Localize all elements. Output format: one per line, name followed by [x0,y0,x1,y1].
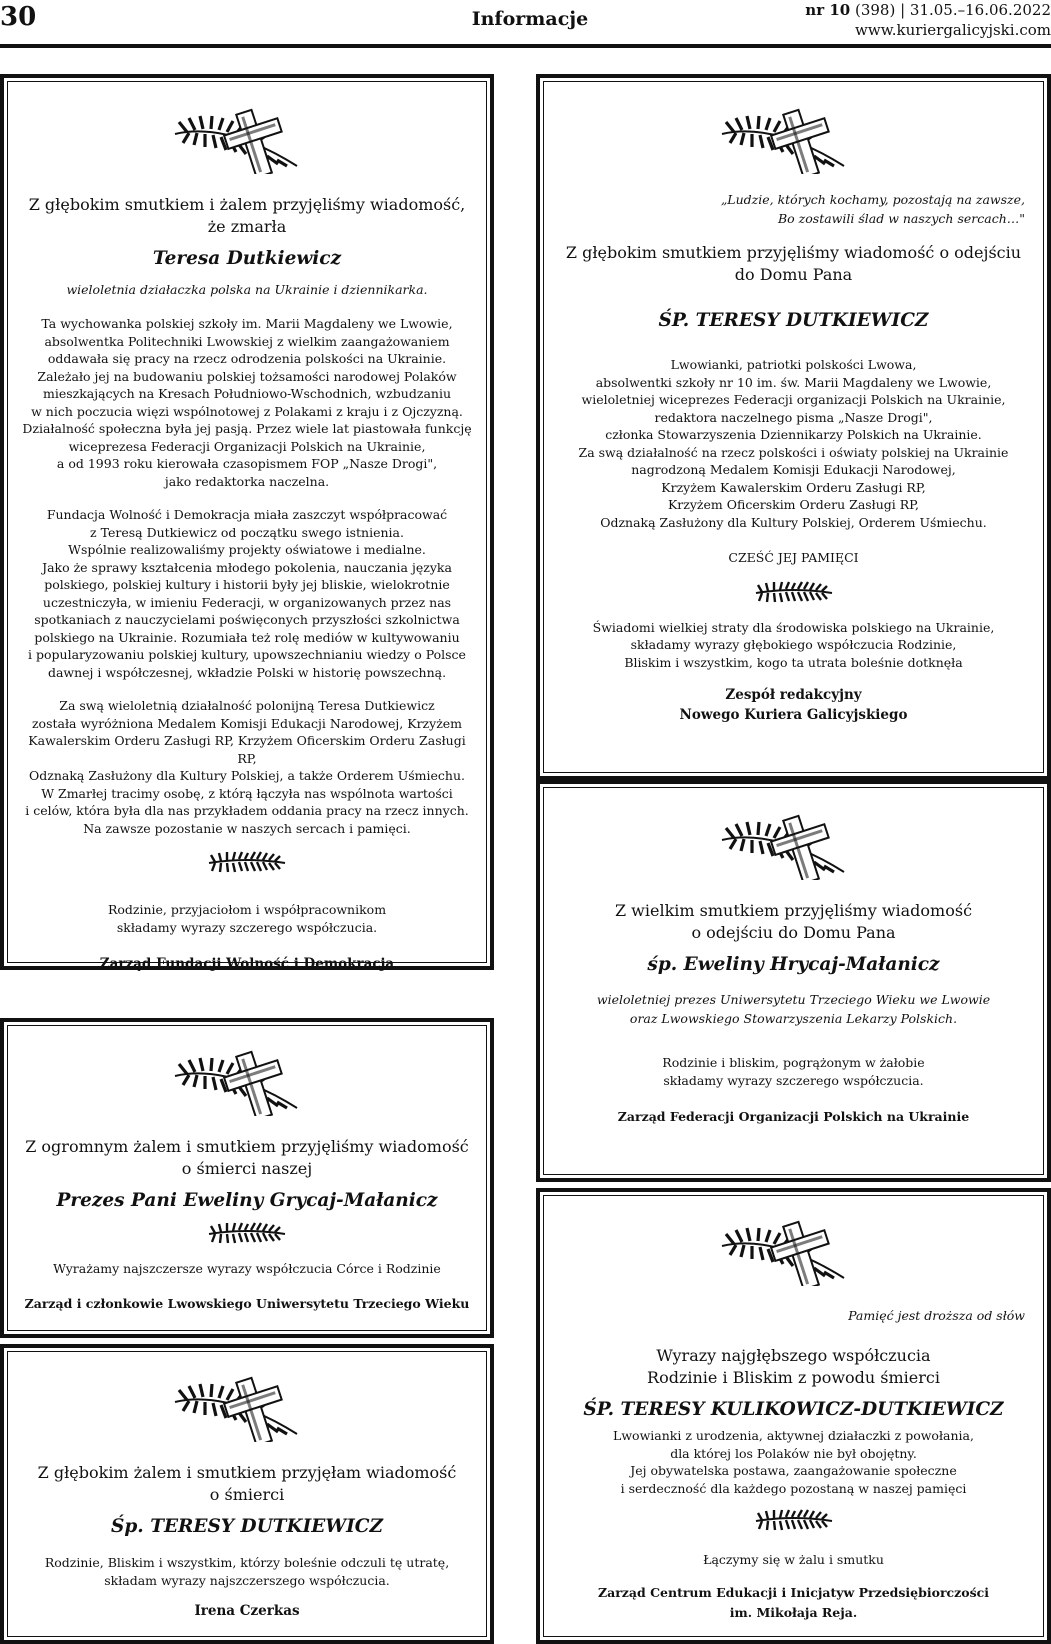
body-line: Za swą działalność na rzecz polskości i oświaty polskiej na Ukrainie [578,444,1009,460]
notice-signature: Zarząd Federacji Organizacji Polskich na Ukrainie [617,1109,970,1124]
issue-number: nr 10 [805,1,851,19]
website-link[interactable]: www.kuriergalicyjski.com [855,21,1051,39]
palm-branch-icon [207,1222,287,1246]
body-line: Krzyżem Kawalerskim Orderu Zasługi RP, [661,479,926,495]
notice-intro-line: Z głębokim żalem i smutkiem przyjęłam wiadomość [37,1463,457,1482]
body-line: Lwowianki z urodzenia, aktywnej działaczki z powołania, [613,1428,974,1443]
body-line: wiceprezesa Federacji Organizacji Polskich na Ukrainie, [68,438,426,454]
body-line: Jako że sprawy kształcenia młodego pokolenia, nauczania języka [42,559,452,575]
body-line: Zależało jej na budowaniu polskiej tożsamości narodowej Polaków [37,368,457,384]
deceased-description: wieloletniej prezes Uniwersytetu Trzeciego Wieku we Lwowie [596,992,991,1007]
notice-intro-line: Z wielkim smutkiem przyjęliśmy wiadomość [614,901,973,920]
body-line: Odznaką Zasłużony dla Kultury Polskiej, a także Orderem Uśmiechu. [29,768,465,783]
notice-intro-line: Z głębokim smutkiem i żalem przyjęliśmy wiadomość, [28,195,466,214]
obituary-notice-czerkas [0,1344,494,1644]
deceased-name: śp. Eweliny Hrycaj-Małanicz [647,954,940,975]
condolence-line: Świadomi wielkiej straty dla środowiska polskiego na Ukrainie, [592,619,995,635]
epigraph-quote: „Ludzie, których kochamy, pozostają na zawsze, [720,192,1025,207]
obituary-notice-kurier [536,74,1051,780]
body-line: absolwentka Politechniki Lwowskiej z wielkim zaangażowaniem [44,333,450,349]
deceased-name: ŚP. TERESY KULIKOWICZ-DUTKIEWICZ [583,1399,1004,1420]
notice-signature: Zespół redakcyjny [725,687,862,703]
deceased-description: wieloletnia działaczka polska na Ukrainie i dziennikarka. [66,282,428,297]
body-line: jako redaktorka naczelna. [164,473,330,489]
condolence-line: Rodzinie, przyjaciołom i współpracownikom [107,902,387,917]
notice-signature: im. Mikołaja Reja. [729,1604,858,1620]
body-line: Lwowianki, patriotki polskości Lwowa, [670,357,917,372]
body-line: Kawalerskim Orderu Zasługi RP, Krzyżem Oficerskim Orderu Zasługi RP, [28,733,466,766]
notice-signature: Irena Czerkas [194,1603,300,1619]
tribute-paragraph [20,697,474,837]
issue-dates: (398) | 31.05.–16.06.2022 [850,1,1051,19]
notice-intro-line: o śmierci naszej [181,1159,313,1178]
body-line: w nich poczucia więzi wspólnotowej z Polakami z kraju i z Ojczyzną. [31,403,463,419]
notice-intro-line: Z ogromnym żalem i smutkiem przyjęliśmy wiadomość [25,1137,469,1156]
obituary-notice-ceiip [536,1188,1051,1644]
notice-intro-line: że zmarła [207,217,287,236]
body-line: została wyróżniona Medalem Komisji Edukacji Narodowej, Krzyżem [31,715,463,731]
body-line: polskiego, polskiej kultury i historii były jej bliskie, wielokrotnie [44,577,450,592]
body-line: a od 1993 roku kierowała czasopismem FOP „Nasze Drogi", [56,456,438,471]
deceased-name: ŚP. TERESY DUTKIEWICZ [658,310,929,331]
body-line: dla której los Polaków nie był obojętny. [670,1445,917,1461]
deceased-name: Śp. TERESY DUTKIEWICZ [111,1516,383,1537]
deceased-name: Prezes Pani Eweliny Grycaj-Małanicz [56,1190,438,1211]
cross-palm-icon [714,1216,874,1286]
body-line: mieszkających na Kresach Południowo-Wschodnich, wzbudzaniu [42,386,451,401]
tribute-paragraph [20,506,474,681]
body-line: redaktora naczelnego pisma „Nasze Drogi", [654,409,933,425]
body-line: nagrodzoną Medalem Komisji Edukacji Narodowej, [631,462,956,477]
notice-intro-line: Wyrazy najgłębszego współczucia [656,1346,931,1365]
cross-palm-icon [714,104,874,174]
body-line: Na zawsze pozostanie w naszych sercach i pamięci. [83,820,411,836]
obituary-notice-fop [536,780,1051,1182]
body-line: i celów, która była dla nas przykładem oddania pracy na rzecz innych. [25,803,469,818]
body-line: i serdeczność dla każdego pozostaną w naszej pamięci [620,1480,967,1496]
body-line: Fundacja Wolność i Demokracja miała zaszczyt współpracować [46,507,448,522]
section-title: Informacje [471,8,589,30]
body-line: W Zmarłej tracimy osobę, z którą łączyła nas wspólnota wartości [41,785,453,801]
cross-palm-icon [167,104,327,174]
notice-signature: Zarząd Fundacji Wolność i Demokracja [99,956,395,972]
condolence-line: Rodzinie, Bliskim i wszystkim, którzy boleśnie odczuli tę utratę, [44,1555,450,1570]
epigraph-quote: Bo zostawili ślad w naszych sercach…" [778,211,1025,226]
palm-branch-icon [754,1509,834,1533]
notice-intro-line: Z głębokim smutkiem przyjęliśmy wiadomość o odejściu [565,243,1022,262]
condolence-line: składam wyrazy najszczerszego współczucia. [104,1572,390,1588]
page-header [0,0,1051,48]
obituary-notice-utw [0,1018,494,1338]
body-line: oddawała się pracy na rzecz odrodzenia polskości na Ukrainie. [47,351,447,366]
body-line: dawnej i współczesnej, wkładzie Polski w historię powszechną. [47,664,447,680]
memory-line: CZEŚĆ JEJ PAMIĘCI [728,550,859,565]
body-line: Ta wychowanka polskiej szkoły im. Marii Magdaleny we Lwowie, [41,316,453,331]
page-number: 30 [0,2,37,32]
body-line: uczestniczyła, w imieniu Federacji, w organizowanych przez nas [42,594,452,610]
notice-signature: Nowego Kuriera Galicyjskiego [679,707,908,723]
tribute-paragraph [562,356,1025,531]
body-line: Krzyżem Oficerskim Orderu Zasługi RP, [667,497,920,512]
cross-palm-icon [167,1046,327,1116]
body-line: i popularyzowaniu polskiej kultury, upowszechnianiu wiedzy o Polsce [28,647,466,662]
condolence-line: Rodzinie i bliskim, pogrążonym w żałobie [662,1055,925,1070]
deceased-description: oraz Lwowskiego Stowarzyszenia Lekarzy Polskich. [629,1011,958,1026]
notice-signature: Zarząd i członkowie Lwowskiego Uniwersytetu Trzeciego Wieku [24,1295,470,1311]
cross-palm-icon [714,810,874,880]
notice-intro-line: Rodzinie i Bliskim z powodu śmierci [647,1368,940,1387]
body-line: z Teresą Dutkiewicz od początku swego istnienia. [90,524,404,540]
obituary-notice-fundacja [0,74,494,970]
body-line: absolwentki szkoły nr 10 im. św. Marii Magdaleny we Lwowie, [595,374,992,390]
tribute-paragraph [20,315,474,490]
body-line: spotkaniach z nauczycielami poświęconych przyszłości szkolnictwa [34,612,460,627]
condolence-line: składamy wyrazy szczerego współczucia. [663,1072,924,1088]
epigraph-quote: Pamięć jest droższa od słów [848,1308,1025,1323]
condolence-line: składamy wyrazy głębokiego współczucia Rodzinie, [630,637,957,652]
body-line: Za swą wieloletnią działalność polonijną Teresa Dutkiewicz [59,698,435,713]
notice-signature: Zarząd Centrum Edukacji i Inicjatyw Przedsiębiorczości [597,1584,989,1600]
deceased-name: Teresa Dutkiewicz [152,248,342,269]
body-line: Jej obywatelska postawa, zaangażowanie społeczne [630,1463,957,1478]
issue-info [805,0,1051,40]
condolence-line: Bliskim i wszystkim, kogo ta utrata boleśnie dotknęła [624,654,963,670]
notice-intro-line: o śmierci [209,1485,285,1504]
body-line: Wspólnie realizowaliśmy projekty oświatowe i medialne. [68,542,426,557]
palm-branch-icon [754,581,834,605]
notice-intro-line: o odejściu do Domu Pana [691,923,896,942]
cross-palm-icon [167,1372,327,1442]
body-line: Odznaką Zasłużony dla Kultury Polskiej, Orderem Uśmiechu. [600,514,987,530]
condolence-line: składamy wyrazy szczerego współczucia. [116,919,378,935]
body-line: polskiego na Ukrainie. Rozumiała też rolę mediów w kultywowaniu [34,629,460,645]
notice-intro-line: do Domu Pana [734,265,853,284]
condolence-line: Łączymy się w żalu i smutku [703,1552,884,1567]
body-line: Działalność społeczna była jej pasją. Przez wiele lat piastowała funkcję [22,421,472,436]
body-line: członka Stowarzyszenia Dziennikarzy Polskich na Ukrainie. [605,427,982,442]
condolence-line: Wyrażamy najszczersze wyrazy współczucia Córce i Rodzinie [53,1261,441,1276]
palm-branch-icon [207,851,287,875]
body-line: wieloletniej wiceprezes Federacji organizacji Polskich na Ukrainie, [581,392,1006,407]
